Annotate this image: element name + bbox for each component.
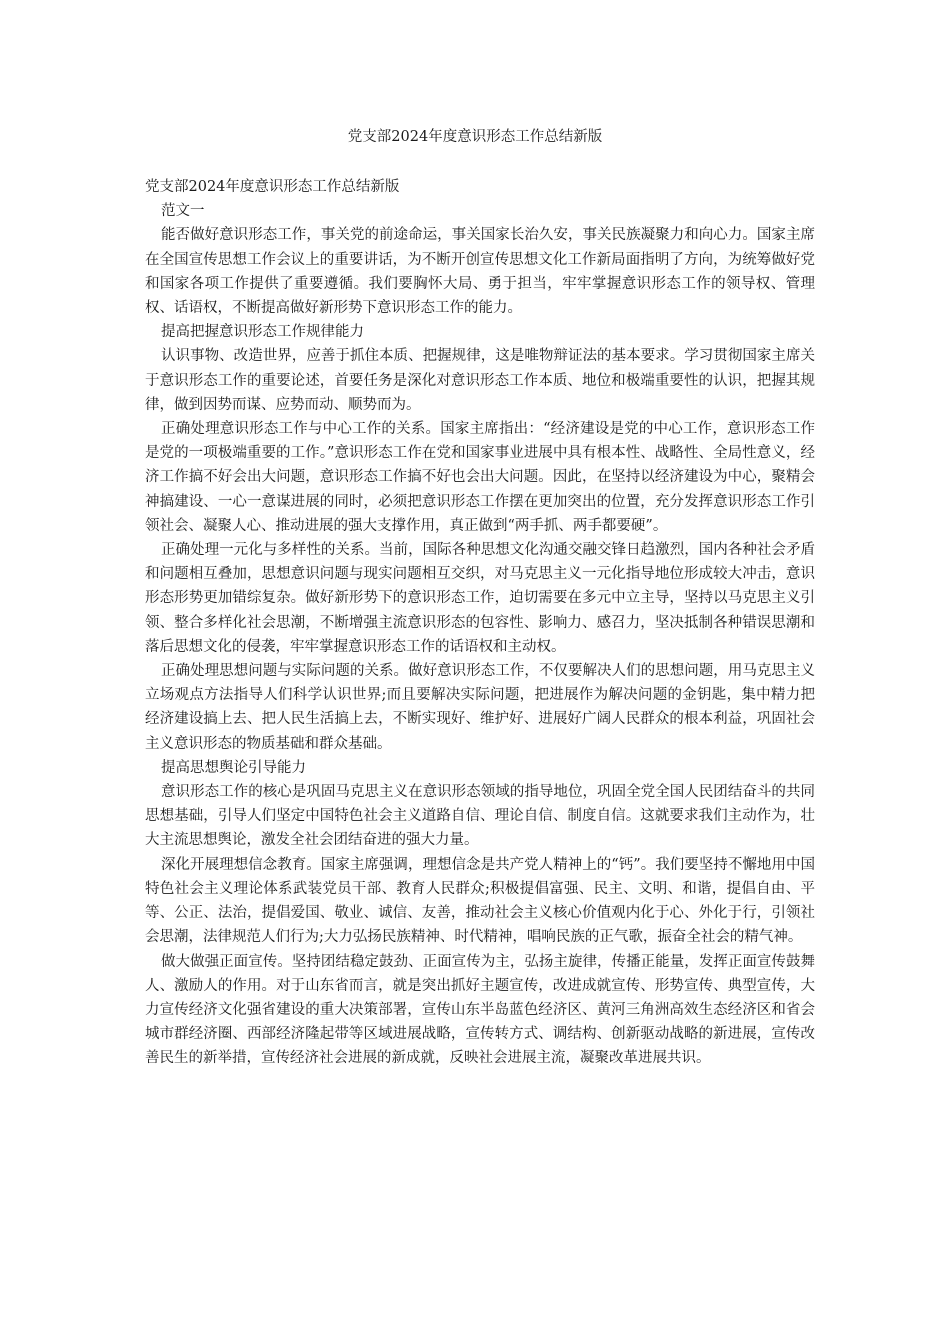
paragraph: 正确处理意识形态工作与中心工作的关系。国家主席指出：“经济建设是党的中心工作，意识形态工作是党的一项极端重要的工作。”意识形态工作在党和国家事业进展中具有根本性、战略性、全局性意义，经济工作搞不好会出大问题，意识形态工作搞不好也会出大问题。因此，在坚持以经济建设为中心，聚精会神搞建设、一心一意谋进展的同时，必须把意识形态工作摆在更加突出的位置，充分发挥意识形态工作引领社会、凝聚人心、推动进展的强大支撑作用，真正做到“两手抓、两手都要硬”。	[145, 421, 815, 534]
section-heading: 提高思想舆论引导能力	[161, 759, 306, 776]
paragraph: 能否做好意识形态工作，事关党的前途命运，事关国家长治久安，事关民族凝聚力和向心力。国家主席在全国宣传思想工作会议上的重要讲话，为不断开创宣传思想文化工作新局面指明了方向，为统筹做好党和国家各项工作提供了重要遵循。我们要胸怀大局、勇于担当，牢牢掌握意识形态工作的领导权、管理权、话语权，不断提高做好新形势下意识形态工作的能力。	[145, 227, 815, 317]
body-title: 党支部2024年度意识形态工作总结新版	[145, 179, 400, 195]
paragraph: 认识事物、改造世界，应善于抓住本质、把握规律，这是唯物辩证法的基本要求。学习贯彻国家主席关于意识形态工作的重要论述，首要任务是深化对意识形态工作本质、地位和极端重要性的认识，把握其规律，做到因势而谋、应势而动、顺势而为。	[145, 348, 815, 413]
section-heading: 提高把握意识形态工作规律能力	[161, 324, 364, 341]
paragraph: 深化开展理想信念教育。国家主席强调，理想信念是共产党人精神上的“钙”。我们要坚持不懈地用中国特色社会主义理论体系武装党员干部、教育人民群众;积极提倡富强、民主、文明、和谐，提倡自由、平等、公正、法治，提倡爱国、敬业、诚信、友善，推动社会主义核心价值观内化于心、外化于行，引领社会思潮，法律规范人们行为;大力弘扬民族精神、时代精神，唱响民族的正气歌，振奋全社会的精气神。	[145, 856, 815, 946]
page-title: 党支部2024年度意识形态工作总结新版	[347, 129, 603, 145]
sample-label: 范文一	[161, 203, 205, 220]
paragraph: 正确处理一元化与多样性的关系。当前，国际各种思想文化沟通交融交锋日趋激烈，国内各种社会矛盾和问题相互叠加，思想意识问题与现实问题相互交织，对马克思主义一元化指导地位形成较大冲击，意识形态形势更加错综复杂。做好新形势下的意识形态工作，迫切需要在多元中立主导，坚持以马克思主义引领、整合多样化社会思潮，不断增强主流意识形态的包容性、影响力、感召力，坚决抵制各种错误思潮和落后思想文化的侵袭，牢牢掌握意识形态工作的话语权和主动权。	[145, 542, 815, 655]
paragraph: 正确处理思想问题与实际问题的关系。做好意识形态工作，不仅要解决人们的思想问题，用马克思主义立场观点方法指导人们科学认识世界;而且要解决实际问题，把进展作为解决问题的金钥匙，集中精力把经济建设搞上去、把人民生活搞上去，不断实现好、维护好、进展好广阔人民群众的根本利益，巩固社会主义意识形态的物质基础和群众基础。	[145, 663, 815, 752]
document-body	[145, 175, 815, 1071]
paragraph: 做大做强正面宣传。坚持团结稳定鼓劲、正面宣传为主，弘扬主旋律，传播正能量，发挥正面宣传鼓舞人、激励人的作用。对于山东省而言，就是突出抓好主题宣传，改进成就宣传、形势宣传、典型宣传，大力宣传经济文化强省建设的重大决策部署，宣传山东半岛蓝色经济区、黄河三角洲高效生态经济区和省会城市群经济圈、西部经济隆起带等区域进展战略，宣传转方式、调结构、创新驱动战略的新进展，宣传改善民生的新举措，宣传经济社会进展的新成就，反映社会进展主流，凝聚改革进展共识。	[145, 953, 815, 1067]
paragraph: 意识形态工作的核心是巩固马克思主义在意识形态领域的指导地位，巩固全党全国人民团结奋斗的共同思想基础，引导人们坚定中国特色社会主义道路自信、理论自信、制度自信。这就要求我们主动作为，壮大主流思想舆论，激发全社会团结奋进的强大力量。	[145, 784, 815, 849]
